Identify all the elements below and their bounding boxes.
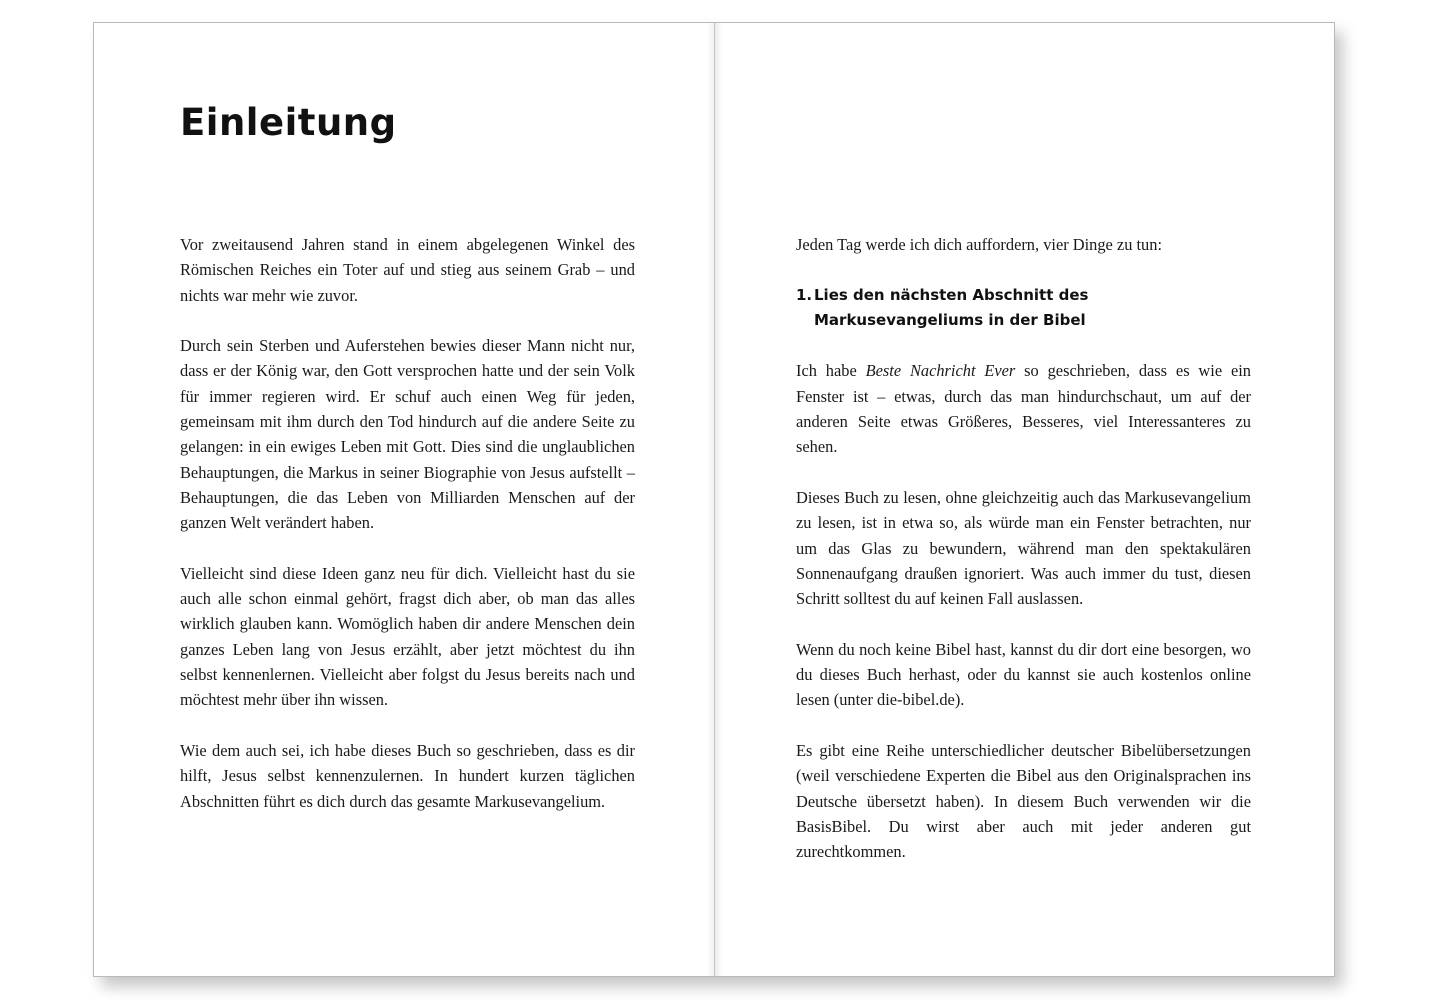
step-heading — [796, 283, 1251, 334]
left-page — [93, 22, 715, 977]
paragraph: Vielleicht sind diese Ideen ganz neu für dich. Vielleicht hast du sie auch alle schon einmal gehört, fragst dich aber, ob man das alles wirklich glauben kann. Womöglich haben dir andere Menschen dein ganzes Leben lang von Jesus erzählt, aber jetzt möchtest du ihn selbst kennenlernen. Vielleicht aber folgst du Jesus bereits nach und möchtest mehr über ihn wissen. — [180, 563, 635, 710]
intro-paragraph: Jeden Tag werde ich dich auffordern, vier Dinge zu tun: — [796, 235, 1162, 254]
chapter-heading: Einleitung — [180, 101, 397, 144]
left-page-body — [180, 232, 635, 839]
paragraph: Es gibt eine Reihe unterschiedlicher deutscher Bibelübersetzungen (weil verschiedene Experten die Bibel aus den Originalsprachen ins Deutsche übersetzt haben). In diesem Buch verwenden wir die BasisBibel. Du wirst aber auch mit jeder anderen gut zurechtkommen. — [796, 740, 1251, 862]
step-text: Lies den nächsten Abschnitt des Markusevangeliums in der Bibel — [814, 285, 1089, 329]
step-number: 1. — [796, 285, 813, 304]
paragraph: Wenn du noch keine Bibel hast, kannst du dir dort eine besorgen, wo du dieses Buch herhast, oder du kannst sie auch kostenlos online lesen (unter die-bibel.de). — [796, 639, 1251, 710]
paragraph: Wie dem auch sei, ich habe dieses Buch so geschrieben, dass es dir hilft, Jesus selbst kennenzulernen. In hundert kurzen täglichen Abschnitten führt es dich durch das gesamte Markusevangelium. — [180, 740, 635, 811]
book-spread — [93, 22, 1335, 977]
book-title: Beste Nachricht Ever — [865, 361, 1016, 381]
paragraph: Dieses Buch zu lesen, ohne gleichzeitig auch das Markusevangelium zu lesen, ist in etwa so, als würde man ein Fenster betrachten, nur um das Glas zu bewundern, während man den spektakulären Sonnenaufgang draußen ignoriert. Was auch immer du tust, diesen Schritt solltest du auf keinen Fall auslassen. — [796, 487, 1251, 609]
right-page — [714, 22, 1335, 977]
paragraph: Durch sein Sterben und Auferstehen bewies dieser Mann nicht nur, dass er der König war, den Gott versprochen hatte und der sein Volk für immer regieren wird. Er schuf auch einen Weg für jeden, gemeinsam mit ihm durch den Tod hindurch auf die andere Seite zu gelangen: in ein ewiges Leben mit Gott. Dies sind die unglaublichen Behauptungen, die Markus in seiner Biographie von Jesus aufstellt – Behauptungen, die das Leben von Milliarden Menschen auf der ganzen Welt verändert haben. — [180, 336, 635, 533]
paragraph-text: Ich habe — [796, 361, 866, 381]
paragraph-text: so geschrieben, dass es wie ein Fenster ist – etwas, durch das man hindurchschaut, um auf der anderen Seite etwas Größeres, Besseres, viel Interessanteres zu sehen. — [796, 361, 1251, 457]
gutter-shadow — [715, 23, 723, 976]
paragraph — [796, 358, 1251, 459]
right-page-body — [796, 232, 1251, 890]
paragraph: Vor zweitausend Jahren stand in einem abgelegenen Winkel des Römischen Reiches ein Toter auf und stieg aus seinem Grab – und nichts war mehr wie zuvor. — [180, 235, 635, 305]
